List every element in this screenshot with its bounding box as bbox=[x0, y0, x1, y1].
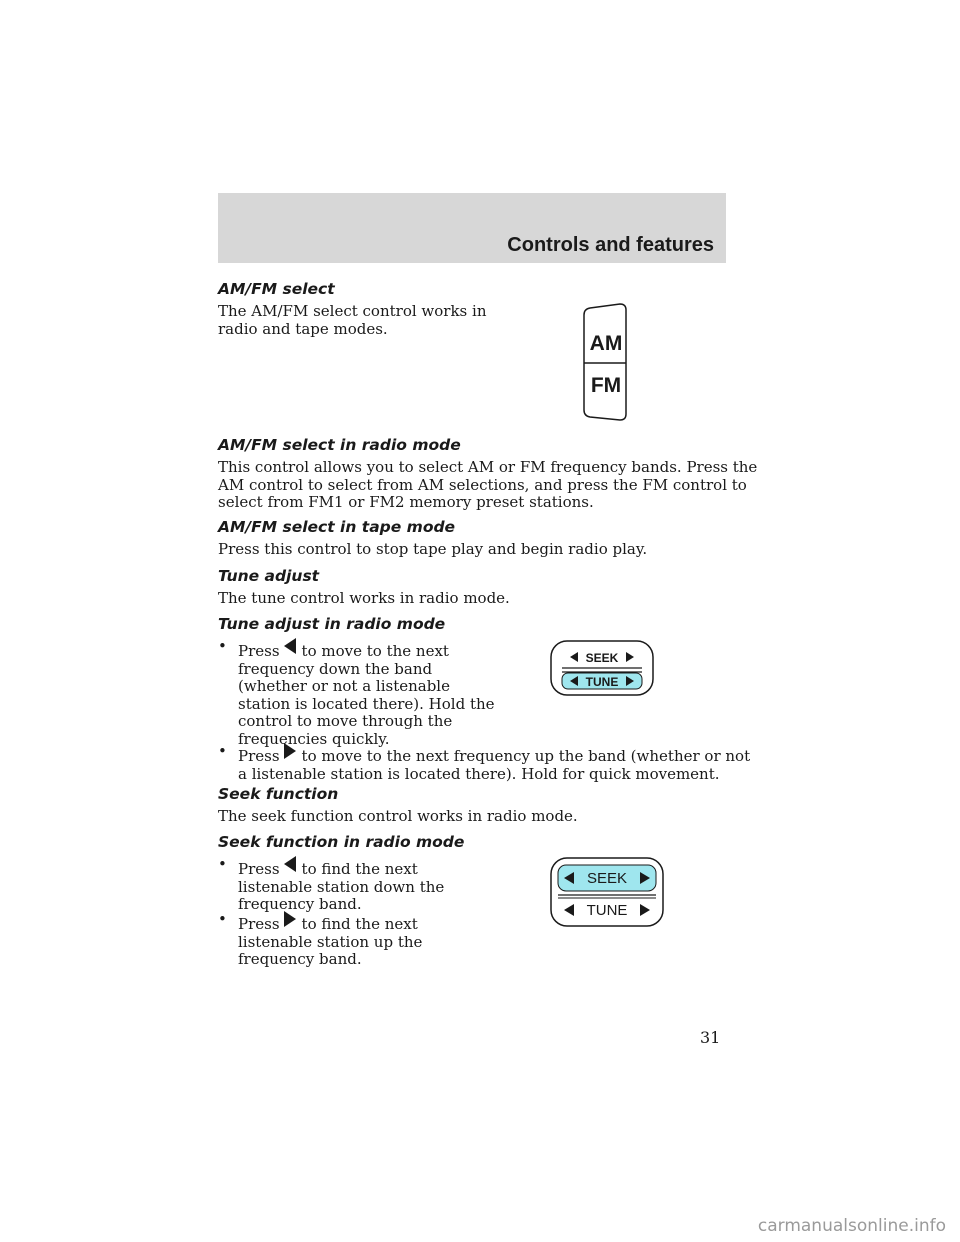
heading-tune-adjust: Tune adjust bbox=[218, 567, 320, 585]
seek-label: SEEK bbox=[585, 651, 619, 665]
heading-tune-radio-mode: Tune adjust in radio mode bbox=[218, 615, 446, 633]
tune-label: TUNE bbox=[586, 902, 628, 919]
heading-seek-radio-mode: Seek function in radio mode bbox=[218, 833, 465, 851]
header-band bbox=[218, 193, 726, 263]
am-fm-button-icon bbox=[578, 303, 630, 421]
tune-adjust-body: The tune control works in radio mode. bbox=[218, 589, 510, 607]
seek-up-bullet: • Press to find the next listenable station up the frequency band. bbox=[218, 910, 423, 968]
right-arrow-icon bbox=[284, 743, 296, 759]
seek-tune-control-icon-tune-highlight bbox=[550, 640, 654, 696]
heading-am-fm-radio-mode: AM/FM select in radio mode bbox=[218, 436, 461, 454]
fm-label: FM bbox=[590, 374, 622, 397]
am-fm-tape-mode-body: Press this control to stop tape play and begin radio play. bbox=[218, 540, 648, 558]
heading-seek-function: Seek function bbox=[218, 785, 339, 803]
tune-down-bullet: • Press to move to the next frequency down the band (whether or not a listenable station is located there). Hold the control to move through the frequencies quickly. bbox=[218, 637, 495, 748]
page-number: 31 bbox=[700, 1028, 721, 1047]
heading-am-fm-select: AM/FM select bbox=[218, 280, 335, 298]
watermark: carmanualsonline.info bbox=[757, 1216, 946, 1236]
right-arrow-icon bbox=[284, 911, 296, 927]
am-label: AM bbox=[589, 332, 623, 355]
seek-label: SEEK bbox=[586, 870, 628, 887]
seek-function-body: The seek function control works in radio mode. bbox=[218, 807, 578, 825]
am-fm-radio-mode-body: This control allows you to select AM or FM frequency bands. Press the AM control to select from AM selections, and press the FM control to select from FM1 or FM2 memory preset stations. bbox=[218, 458, 758, 511]
seek-down-bullet: • Press to find the next listenable station down the frequency band. bbox=[218, 855, 445, 913]
am-fm-select-body: The AM/FM select control works in radio and tape modes. bbox=[218, 302, 487, 338]
tune-label: TUNE bbox=[585, 675, 619, 689]
seek-tune-control-icon-seek-highlight bbox=[550, 857, 664, 927]
tune-up-bullet: • Press to move to the next frequency up the band (whether or not a listenable station is located there). Hold for quick movement. bbox=[218, 742, 751, 783]
section-title: Controls and features bbox=[507, 234, 714, 256]
left-arrow-icon bbox=[284, 856, 296, 872]
heading-am-fm-tape-mode: AM/FM select in tape mode bbox=[218, 518, 456, 536]
left-arrow-icon bbox=[284, 638, 296, 654]
